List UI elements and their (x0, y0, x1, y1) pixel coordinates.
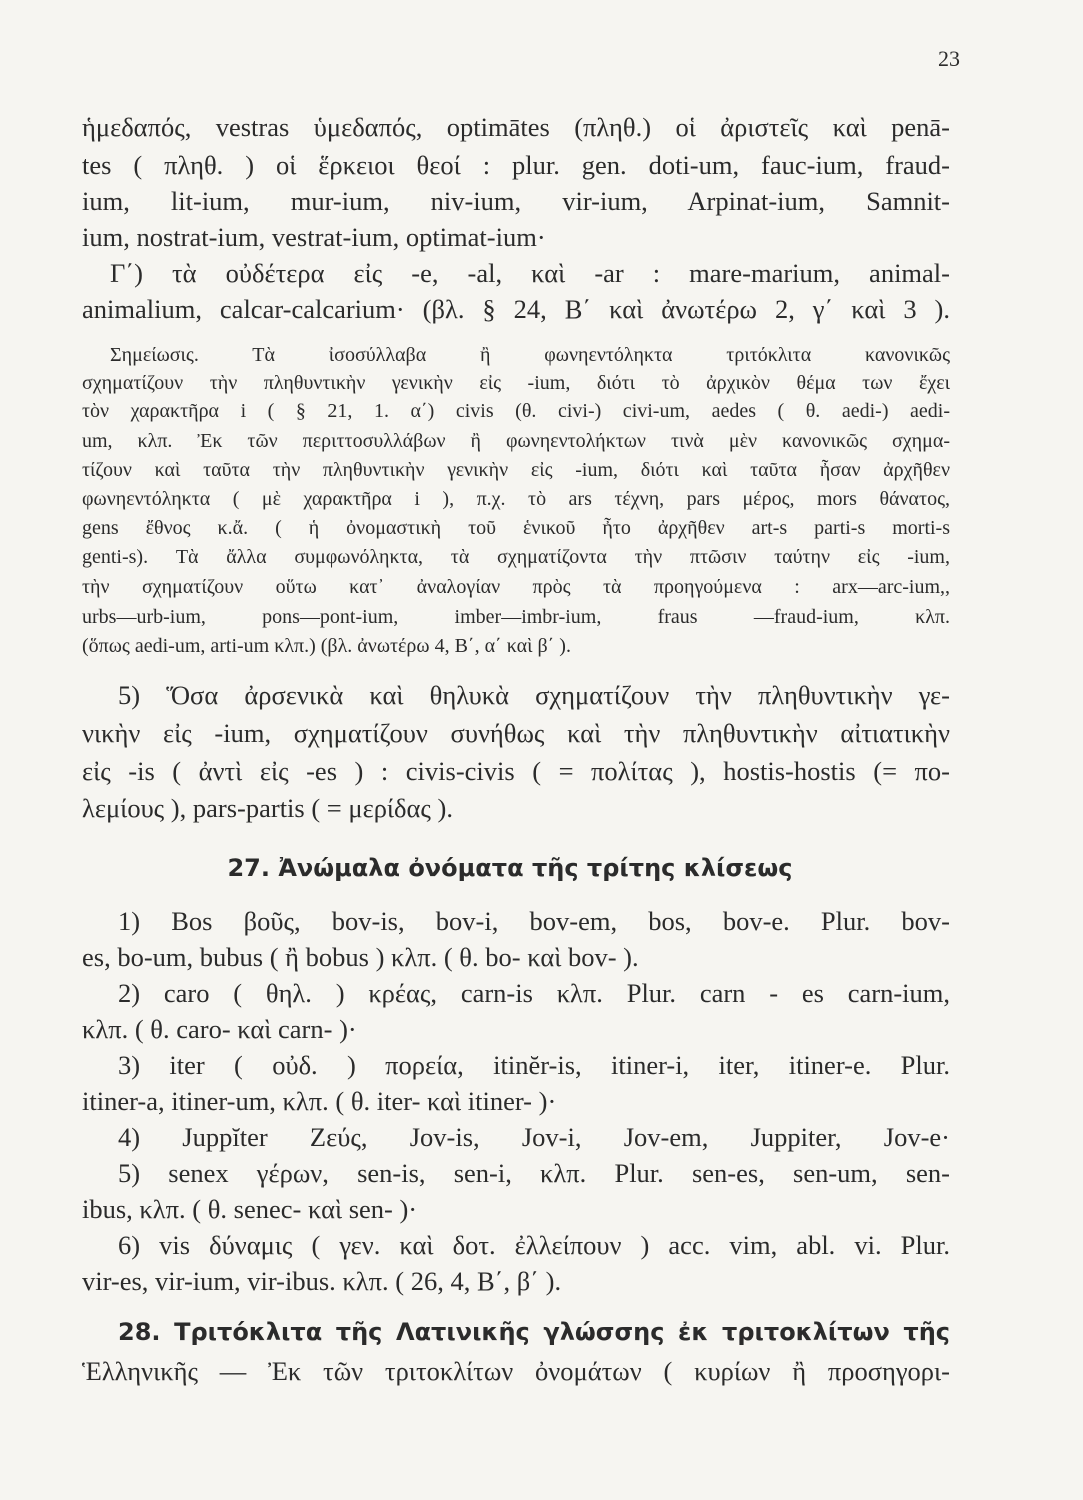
text-line: 6) vis δύναμις ( γεν. καὶ δοτ. ἐλλείπουν ) acc. vim, abl. vi. Plur. (118, 1230, 950, 1260)
text-line: itiner-a, itiner-um, κλπ. ( θ. iter- καὶ itiner- )· (82, 1086, 557, 1116)
text-line: 4) Juppĭter Ζεύς, Jov-is, Jov-i, Jov-em, Juppiter, Jov-e· (118, 1122, 950, 1152)
text-line: ibus, κλπ. ( θ. senec- καὶ sen- )· (82, 1194, 418, 1224)
text-line: 3) iter ( οὐδ. ) πορεία, itinĕr-is, itiner-i, iter, itiner-e. Plur. (118, 1050, 950, 1080)
note-line: τὴν σχηματίζουν οὕτω κατ᾽ ἀναλογίαν πρὸς τὰ προηγούμενα : arx—arc-ium,, (82, 576, 950, 598)
text-line: tes ( πληθ. ) οἱ ἕρκειοι θεοί : plur. gen. doti-um, fauc-ium, fraud- (82, 150, 950, 180)
note-line: urbs—urb-ium, pons—pont-ium, imber—imbr-ium, fraus —fraud-ium, κλπ. (82, 606, 950, 628)
text-line: 1) Bos βοῦς, bov-is, bov-i, bov-em, bos, bov-e. Plur. bov- (118, 906, 950, 936)
text-line: ἡμεδαπός, vestras ὑμεδαπός, optimātes (πληθ.) οἱ ἀριστεῖς καὶ penā- (82, 112, 950, 142)
note-line: σχηματίζουν τὴν πληθυντικὴν γενικὴν εἰς -ium, διότι τὸ ἀρχικὸν θέμα των ἔχει (82, 372, 950, 394)
text-line: animalium, calcar-calcarium· (βλ. § 24, Β΄ καὶ ἀνωτέρω 2, γ΄ καὶ 3 ). (82, 294, 950, 324)
text-line: ium, nostrat-ium, vestrat-ium, optimat-ium· (82, 222, 546, 252)
text-line: κλπ. ( θ. caro- καὶ carn- )· (82, 1014, 357, 1044)
text-line: 2) caro ( θηλ. ) κρέας, carn-is κλπ. Plur. carn - es carn-ium, (118, 978, 950, 1008)
note-line: gens ἔθνος κ.ἄ. ( ἡ ὀνομαστικὴ τοῦ ἑνικοῦ ἦτο ἀρχῆθεν art-s parti-s morti-s (82, 517, 950, 539)
note-line: (ὅπως aedi-um, arti-um κλπ.) (βλ. ἀνωτέρω 4, Β΄, α΄ καὶ β΄ ). (82, 635, 571, 657)
text-line: εἰς -is ( ἀντὶ εἰς -es ) : civis-civis ( = πολίτας ), hostis-hostis (= πο- (82, 756, 950, 786)
text-line: es, bo-um, bubus ( ἢ bobus ) κλπ. ( θ. bo- καὶ bov- ). (82, 942, 639, 972)
section-heading-27: 27. Ἀνώμαλα ὀνόματα τῆς τρίτης κλίσεως (227, 854, 793, 882)
page-number: 23 (938, 46, 960, 71)
text-line: Γ΄) τὰ οὐδέτερα εἰς -e, -al, καὶ -ar : mare-marium, animal- (110, 258, 950, 288)
note-line: Σημείωσις. Τὰ ἰσοσύλλαβα ἢ φωνηεντόληκτα τριτόκλιτα κανονικῶς (110, 344, 950, 366)
text-line: 5) Ὅσα ἀρσενικὰ καὶ θηλυκὰ σχηματίζουν τὴν πληθυντικὴν γε- (118, 680, 950, 710)
text-line: vir-es, vir-ium, vir-ibus. κλπ. ( 26, 4, Β΄, β΄ ). (82, 1266, 562, 1296)
note-line: um, κλπ. Ἐκ τῶν περιττοσυλλάβων ἢ φωνηεντολήκτων τινὰ μὲν κανονικῶς σχημα- (82, 430, 950, 452)
text-line: 5) senex γέρων, sen-is, sen-i, κλπ. Plur. sen-es, sen-um, sen- (118, 1158, 950, 1188)
note-line: genti-s). Τὰ ἄλλα συμφωνόληκτα, τὰ σχηματίζοντα τὴν πτῶσιν ταύτην εἰς -ium, (82, 546, 950, 568)
text-line: ium, lit-ium, mur-ium, niv-ium, vir-ium, Arpinat-ium, Samnit- (82, 186, 950, 216)
text-line: νικὴν εἰς -ium, σχηματίζουν συνήθως καὶ τὴν πληθυντικὴν αἰτιατικὴν (82, 718, 950, 748)
text-line: Ἑλληνικῆς — Ἐκ τῶν τριτοκλίτων ὀνομάτων ( κυρίων ἢ προσηγορι- (82, 1356, 950, 1386)
section-heading-28: 28. Τριτόκλιτα τῆς Λατινικῆς γλώσσης ἐκ τριτοκλίτων τῆς (118, 1318, 950, 1346)
note-line: φωνηεντόληκτα ( μὲ χαρακτῆρα i ), π.χ. τὸ ars τέχνη, pars μέρος, mors θάνατος, (82, 488, 950, 510)
note-line: τίζουν καὶ ταῦτα τὴν πληθυντικὴν γενικὴν εἰς -ium, διότι καὶ ταῦτα ἦσαν ἀρχῆθεν (82, 459, 950, 481)
text-line: λεμίους ), pars-partis ( = μερίδας ). (82, 793, 453, 823)
note-line: τὸν χαρακτῆρα i ( § 21, 1. α΄) civis (θ. civi-) civi-um, aedes ( θ. aedi-) aedi- (82, 400, 950, 422)
